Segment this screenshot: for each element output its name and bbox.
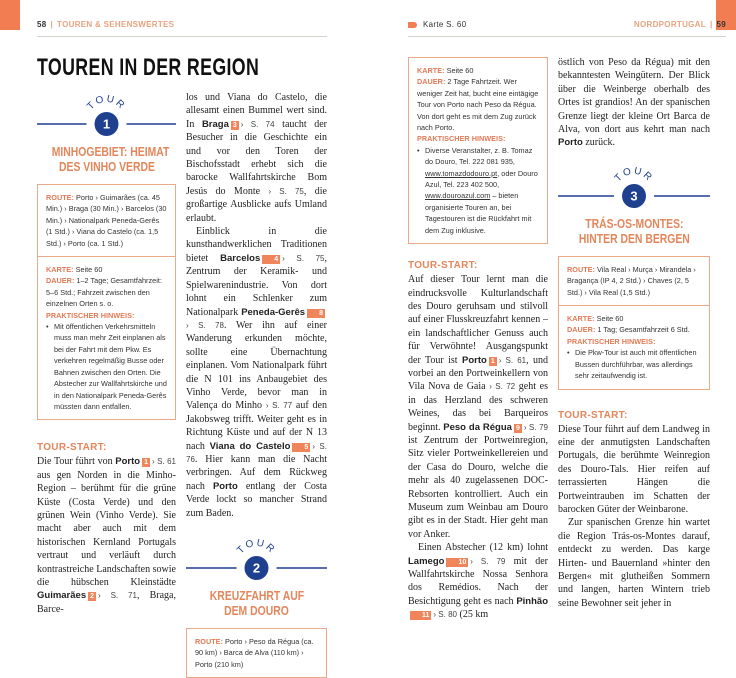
route: Vila Real › Murça › Mirandela › Bragança (IP 4, 2 Std.) › Chaves (2, 5 Std.) › Vila Real (1,5 Std.) bbox=[567, 264, 696, 297]
map-marker-number: 11 bbox=[410, 611, 431, 620]
place-name: Porto bbox=[212, 480, 238, 492]
map-page: Seite 60 bbox=[75, 265, 103, 275]
separator: | bbox=[709, 20, 713, 29]
page-reference[interactable]: › S. 61 bbox=[498, 355, 527, 365]
duration: 1–2 Tage; Gesamtfahrzeit: 5–6 Std.; Fahrzeit zwischen den einzelnen Orten s. o. bbox=[46, 276, 162, 309]
page-number: 59 bbox=[716, 20, 726, 29]
place-name: Peneda-Gerês bbox=[241, 306, 306, 318]
map-marker-number: 8 bbox=[307, 309, 325, 318]
left-column-2 bbox=[186, 91, 327, 678]
text-run: , oder Douro Azul, Tel. 223 402 500, bbox=[425, 168, 538, 190]
hint: • Mit öffentlichen Verkehrsmitteln muss man mehr Zeit einplanen als bei der Fahrt mit dem Pkw. Es verkehren regelmäßig Busse oder Bahnen zwischen den Orten. Die Abstecher zur Wallfahrtskirche und in den Nationalpark Peneda-Gerês müssten dann entfallen. bbox=[46, 321, 167, 412]
map-page: Seite 60 bbox=[596, 314, 624, 324]
body-paragraph bbox=[37, 455, 176, 616]
text-run: Einen Abstecher (12 km) lohnt bbox=[418, 542, 548, 554]
text-run: östlich von Peso da Régua) mit den bekanntesten Weingütern. Der Blick über die Weinberge oberhalb des Ortes ist grandios! An der spanischen Grenze liegt der kleine Ort Barca de Alva, von dort aus kehrt man nach bbox=[558, 57, 710, 136]
tour-heading: TRÁS-OS-MONTES: HINTER DEN BERGEN bbox=[578, 215, 690, 246]
body-paragraph bbox=[558, 423, 710, 517]
page-reference[interactable]: › S. 61 bbox=[152, 457, 176, 467]
page-reference[interactable]: › S. 75 bbox=[282, 253, 325, 263]
text-run: Diese Tour führt auf dem Landweg in eine der anmutigsten Landschaften Portugals, die berühmte Weinregion des Douro-Tals. Hier reifen auf terrassierten Hängen die Portweintrauben im Schatten der barocken Güter der Weinbarone. bbox=[558, 423, 710, 515]
body-paragraph bbox=[186, 91, 327, 225]
tour-heading: KREUZFAHRT AUF DEM DOURO bbox=[209, 588, 304, 618]
map-marker-number: 2 bbox=[90, 593, 95, 601]
map-marker-number: 3 bbox=[232, 121, 237, 129]
page-title: TOUREN IN DER REGION bbox=[37, 54, 260, 81]
map-page: Seite 60 bbox=[446, 66, 474, 75]
map-marker-number: 5 bbox=[292, 443, 310, 452]
text-run: los und Viana do Castelo, die allesamt einen Bummel wert sind. In bbox=[186, 92, 327, 130]
place-name: Porto bbox=[558, 137, 583, 149]
page-reference[interactable]: › S. 78 bbox=[186, 320, 224, 330]
thumb-tab-left bbox=[0, 0, 20, 30]
place-name: Porto bbox=[115, 456, 141, 468]
text-run: (25 km bbox=[456, 609, 489, 621]
route: Porto › Guimarães (ca. 45 Min.) › Braga (30 Min.) › Barcelos (30 Min.) › Nationalpark Peneda-Gerês (1 Std.) › Viana do Castelo (ca. 1,5 Std.) › Porto (ca. 1 Std.) bbox=[46, 193, 167, 248]
text-run: . Hier kann man die Nacht verbringen. Auf dem Rückweg nach bbox=[186, 453, 327, 492]
tour-badge bbox=[186, 536, 327, 582]
place-name: Viana do Castelo bbox=[209, 440, 291, 452]
hint bbox=[417, 145, 539, 236]
page-reference[interactable]: › S. 79 bbox=[523, 422, 548, 432]
page-reference[interactable]: › S. 80 bbox=[433, 610, 457, 620]
body-paragraph bbox=[558, 516, 710, 610]
left-column-1 bbox=[37, 92, 176, 616]
body-paragraph bbox=[408, 541, 548, 621]
tour-number: 3 bbox=[630, 188, 638, 204]
page-reference[interactable]: › S. 77 bbox=[265, 401, 293, 411]
tour-info-box: ROUTE: Vila Real › Murça › Mirandela › Bragança (IP 4, 2 Std.) › Chaves (2, 5 Std.) › Vila Real (1,5 Std.) KARTE: Seite 60 DAUER: 1 Tag; Gesamtfahrzeit 6 Std. PRAKTISCHER HINWEIS: • Die Pkw-Tour ist auch mit öffentlichen Bussen durchführbar, was allerdings sehr zeitaufwendig ist. bbox=[558, 256, 710, 390]
tour-start-heading: TOUR-START: bbox=[558, 409, 628, 421]
text-run: Zur spanischen Grenze hin wartet die Region Trás-os-Montes darauf, entdeckt zu werden. Das karge Hirten- und Bauernland »hinter den Bergen« mit glutheißen Sommern und langen, harten Wintern trieb seine Bewohner seit jeher in bbox=[558, 517, 710, 609]
text-run: auf den Jakobsweg trifft. Weiter geht es in Richtung Küste und auf der N 13 nach bbox=[186, 400, 327, 452]
tour-info-box: ROUTE: Porto › Guimarães (ca. 45 Min.) › Braga (30 Min.) › Barcelos (30 Min.) › Nationalpark Peneda-Gerês (1 Std.) › Viana do Castelo (ca. 1,5 Std.) › Porto (ca. 1 Std.) KARTE: Seite 60 DAUER: 1–2 Tage; Gesamtfahrzeit: 5–6 Std.; Fahrzeit zwischen den einzelnen Orten s. o. PRAKTISCHER HINWEIS: • Mit öffentlichen Verkehrsmitteln muss man mehr Zeit einplanen als bei der Fahrt mit dem Pkw. Es verkehren regelmäßig Busse oder Bahnen zwischen den Orten. Die Abstecher zur Wallfahrtskirche und in den Nationalpark Peneda-Gerês müssten dann entfallen. bbox=[37, 184, 176, 420]
text-run: taucht der Besucher in die Geschichte ein und vor den Toren der Bischofsstadt erhebt sich die barocke Wallfahrtskirche Bom Jesús do Monte bbox=[186, 118, 327, 197]
duration: 1 Tag; Gesamtfahrzeit 6 Std. bbox=[597, 325, 690, 335]
text-run: Diverse Veranstalter, z. B. Tomaz do Douro, Tel. 222 081 935, bbox=[425, 145, 533, 167]
body-paragraph bbox=[558, 56, 710, 150]
map-marker-number: 1 bbox=[490, 357, 495, 365]
page-reference[interactable]: › S. 75 bbox=[268, 186, 304, 196]
text-run: geht es in das Herzland des schweren Weines, das bei Barqueiros beginnt. bbox=[408, 381, 548, 433]
tour-info-box: ROUTE: Porto › Peso da Régua (ca. 90 km) › Barca de Alva (110 km) › Porto (210 km) bbox=[186, 628, 327, 678]
text-run: zurück. bbox=[582, 137, 616, 149]
tour-number: 1 bbox=[102, 116, 111, 132]
text-run: Einblick in die kunsthandwerklichen Traditionen bietet bbox=[186, 226, 327, 264]
tour-start-heading: TOUR-START: bbox=[37, 442, 107, 454]
page-reference[interactable]: › S. 74 bbox=[240, 119, 275, 129]
place-name: Porto bbox=[462, 354, 487, 366]
place-name: Pinhão bbox=[516, 595, 548, 607]
page-reference[interactable]: › S. 72 bbox=[489, 382, 516, 392]
page-reference[interactable]: › S. 76 bbox=[186, 441, 327, 464]
web-link[interactable]: www.douroazul.com bbox=[425, 191, 491, 201]
map-marker-number: 10 bbox=[446, 558, 468, 567]
page-number: 58 bbox=[37, 20, 47, 29]
right-column-2 bbox=[558, 56, 710, 610]
map-arrow-icon bbox=[408, 22, 417, 28]
map-reference[interactable]: Karte S. 60 bbox=[423, 20, 467, 29]
text-run: Die Tour führt von bbox=[37, 456, 116, 468]
text-run: , die großartige Ausblicke aufs Umland erlaubt. bbox=[186, 185, 327, 224]
text-run: , und vorbei an den Portweinkellern von Vila Nova de Gaia bbox=[408, 354, 548, 393]
body-paragraph bbox=[186, 225, 327, 520]
text-run: , Zentrum der Keramik- und Spielwarenindustrie. Von dort lohnt ein Schlenker zum Nationalpark bbox=[186, 252, 327, 318]
place-name: Braga bbox=[201, 118, 229, 130]
text-run: . Wer ihn auf einer Wanderung erkunden möchte, sollte eine Übernachtung einplanen. Vom Nationalpark führt die N 101 ins Anbaugebiet des Vinho Verde, bevor man in Valença do Minho bbox=[186, 319, 327, 412]
separator: | bbox=[50, 20, 54, 29]
tour-badge bbox=[37, 92, 176, 138]
tour-number: 2 bbox=[252, 560, 261, 576]
text-run: aus gen Norden in die Minho-Region – berühmt für die grüne Küste (Costa Verde) und den grünen Wein (Vinho Verde). Sie macht aber auch mit dem historischen Kernland Portugals vertraut und verläuft durch kontrastreiche Landschaften sowie die hübschen Kleinstädte bbox=[37, 469, 176, 588]
text-run: entlang der Costa Verde lockt so mancher Strand zum Baden. bbox=[186, 480, 327, 519]
map-marker-number: 9 bbox=[515, 424, 520, 432]
tour-badge bbox=[558, 164, 710, 210]
route: Porto › Peso da Régua (ca. 90 km) › Barca de Alva (110 km) › Porto (210 km) bbox=[195, 637, 314, 669]
right-column-1 bbox=[408, 57, 548, 622]
text-run: ist Zentrum der Portweinregion, Sitz vieler Portweinkellereien und der Casa do Douro, welche die mehr als 40 zugelassenen DOC-Rebsorten kontrolliert. Auch ein Museum zum Weinbau am Douro gibt es in der Stadt. Hier geht man vor Anker. bbox=[408, 434, 548, 540]
place-name: Peso da Régua bbox=[443, 421, 512, 433]
text-run: Auf dieser Tour lernt man die eindrucksvolle Kulturlandschaft des Douro geruhsam und stilvoll auf einer Flusskreuzfahrt kennen – ein landschaftlicher Genuss auch für Verwöhnte! Ausgangspunkt der Tour ist bbox=[408, 274, 548, 366]
tour-word: TOUR bbox=[612, 165, 656, 185]
page-reference[interactable]: › S. 71 bbox=[98, 591, 137, 601]
map-marker-number: 4 bbox=[262, 255, 280, 264]
running-header-right bbox=[408, 20, 726, 37]
section-title: NORDPORTUGAL bbox=[633, 20, 706, 29]
tour-word: TOUR bbox=[235, 537, 278, 557]
duration: 2 Tage Fahrtzeit. Wer weniger Zeit hat, bucht eine eintägige Tour von Porto nach Peso da Régua. Von dort geht es mit dem Zug zurück nach Porto. bbox=[417, 77, 539, 133]
web-link[interactable]: www.tomazdodouro.pt bbox=[425, 168, 498, 178]
tour-word: TOUR bbox=[85, 93, 128, 113]
hint: • Die Pkw-Tour ist auch mit öffentlichen Bussen durchführbar, was allerdings sehr zeitaufwendig ist. bbox=[567, 347, 701, 381]
tour-start-heading: TOUR-START: bbox=[408, 260, 478, 272]
place-name: Barcelos bbox=[220, 252, 261, 264]
section-title: TOUREN & SEHENSWERTES bbox=[57, 20, 175, 29]
map-marker-number: 1 bbox=[144, 459, 148, 467]
text-run: – bieten organisierte Touren an, bei Tagestouren ist die Rückfahrt mit dem Zug inklusive. bbox=[425, 191, 532, 235]
running-header-left bbox=[37, 20, 327, 37]
body-paragraph bbox=[408, 273, 548, 541]
page-reference[interactable]: › S. 79 bbox=[470, 556, 506, 566]
place-name: Lamego bbox=[408, 555, 445, 567]
text-run: , Braga, Barce- bbox=[37, 590, 176, 615]
tour-heading: MINHOGEBIET: HEIMAT DES VINHO VERDE bbox=[51, 144, 170, 174]
tour-info-box-continued: KARTE: Seite 60 DAUER: 2 Tage Fahrtzeit. Wer weniger Zeit hat, bucht eine eintägige Tour von Porto nach Peso da Régua. Von dort geht es mit dem Zug zurück nach Porto. PRAKTISCHER HINWEIS: • Diverse Veranstalter, z. B. Tomaz do Douro, Tel. 222 081 935, www.tomazdodouro.pt, oder Douro Azul, Tel. 223 402 500, www.douroazul.com – bieten organisierte Touren an, bei Tagestouren ist die Rückfahrt mit dem Zug inklusive. bbox=[408, 57, 548, 244]
text-run: mit der Wallfahrtskirche Nossa Senhora dos Remédios. Nach der Besichtigung geht es nach bbox=[408, 555, 548, 607]
place-name: Guimarães bbox=[37, 590, 87, 602]
